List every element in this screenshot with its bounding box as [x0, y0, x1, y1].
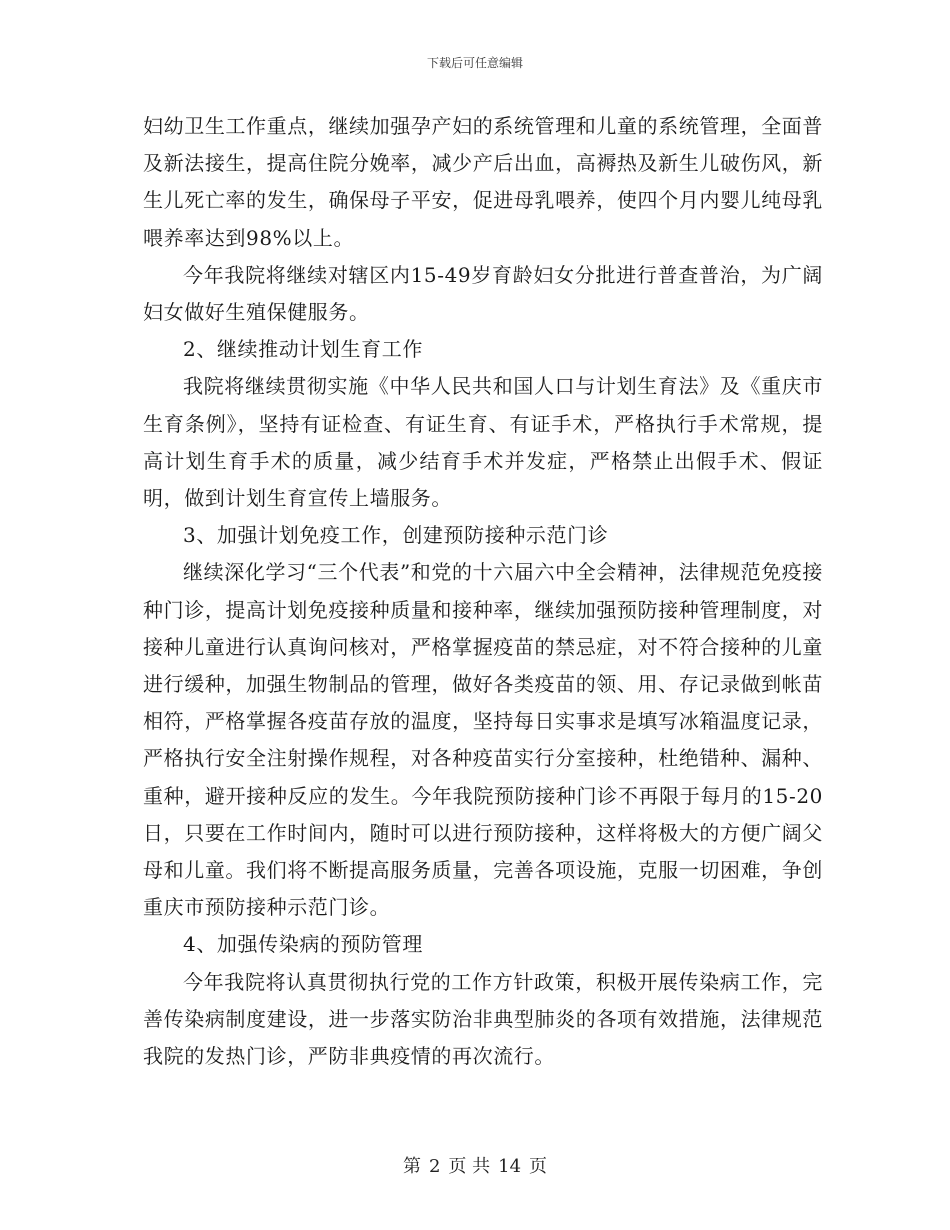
footer-middle: 页 共: [448, 1156, 491, 1177]
page-footer: [0, 1152, 950, 1178]
section-heading-2: 2、继续推动计划生育工作: [183, 337, 423, 362]
page-header: 下载后可任意编辑: [426, 56, 523, 70]
paragraph-4: 继续深化学习“三个代表”和党的十六届六中全会精神，法律规范免疫接种门诊，提高计划免疫接种质量和接种率，继续加强预防接种管理制度，对接种儿童进行认真询问核对，严格掌握疫苗的禁忌症，对不符合接种的儿童进行缓种，加强生物制品的管理，做好各类疫苗的领、用、存记录做到帐苗相符，严格掌握各疫苗存放的温度，坚持每日实事求是填写冰箱温度记录，严格执行安全注射操作规程，对各种疫苗实行分室接种，杜绝错种、漏种、重种，避开接种反应的发生。今年我院预防接种门诊不再限于每月的15-20日，只要在工作时间内，随时可以进行预防接种，这样将极大的方便广阔父母和儿童。我们将不断提高服务质量，完善各项设施，克服一切困难，争创重庆市预防接种示范门诊。: [143, 560, 823, 920]
total-pages: 14: [498, 1156, 522, 1177]
page-number: 2: [428, 1156, 441, 1177]
section-heading-3: 3、加强计划免疫工作，创建预防接种示范门诊: [183, 523, 609, 548]
footer-suffix: 页: [529, 1156, 548, 1177]
paragraph-5: 今年我院将认真贯彻执行党的工作方针政策，积极开展传染病工作，完善传染病制度建设，进一步落实防治非典型肺炎的各项有效措施，法律规范我院的发热门诊，严防非典疫情的再次流行。: [143, 969, 823, 1069]
paragraph-2: 今年我院将继续对辖区内15-49岁育龄妇女分批进行普查普治，为广阔妇女做好生殖保健服务。: [143, 262, 823, 325]
paragraph-1: 妇幼卫生工作重点，继续加强孕产妇的系统管理和儿童的系统管理，全面普及新法接生，提高住院分娩率，减少产后出血，高褥热及新生儿破伤风，新生儿死亡率的发生，确保母子平安，促进母乳喂养，使四个月内婴儿纯母乳喂养率达到98%以上。: [143, 114, 823, 250]
section-heading-4: 4、加强传染病的预防管理: [183, 932, 423, 957]
footer-prefix: 第: [402, 1156, 421, 1177]
document-body: [143, 108, 823, 1075]
paragraph-3: 我院将继续贯彻实施《中华人民共和国人口与计划生育法》及《重庆市生育条例》，坚持有证检查、有证生育、有证手术，严格执行手术常规，提高计划生育手术的质量，减少结育手术并发症，严格禁止出假手术、假证明，做到计划生育宣传上墙服务。: [143, 374, 823, 511]
